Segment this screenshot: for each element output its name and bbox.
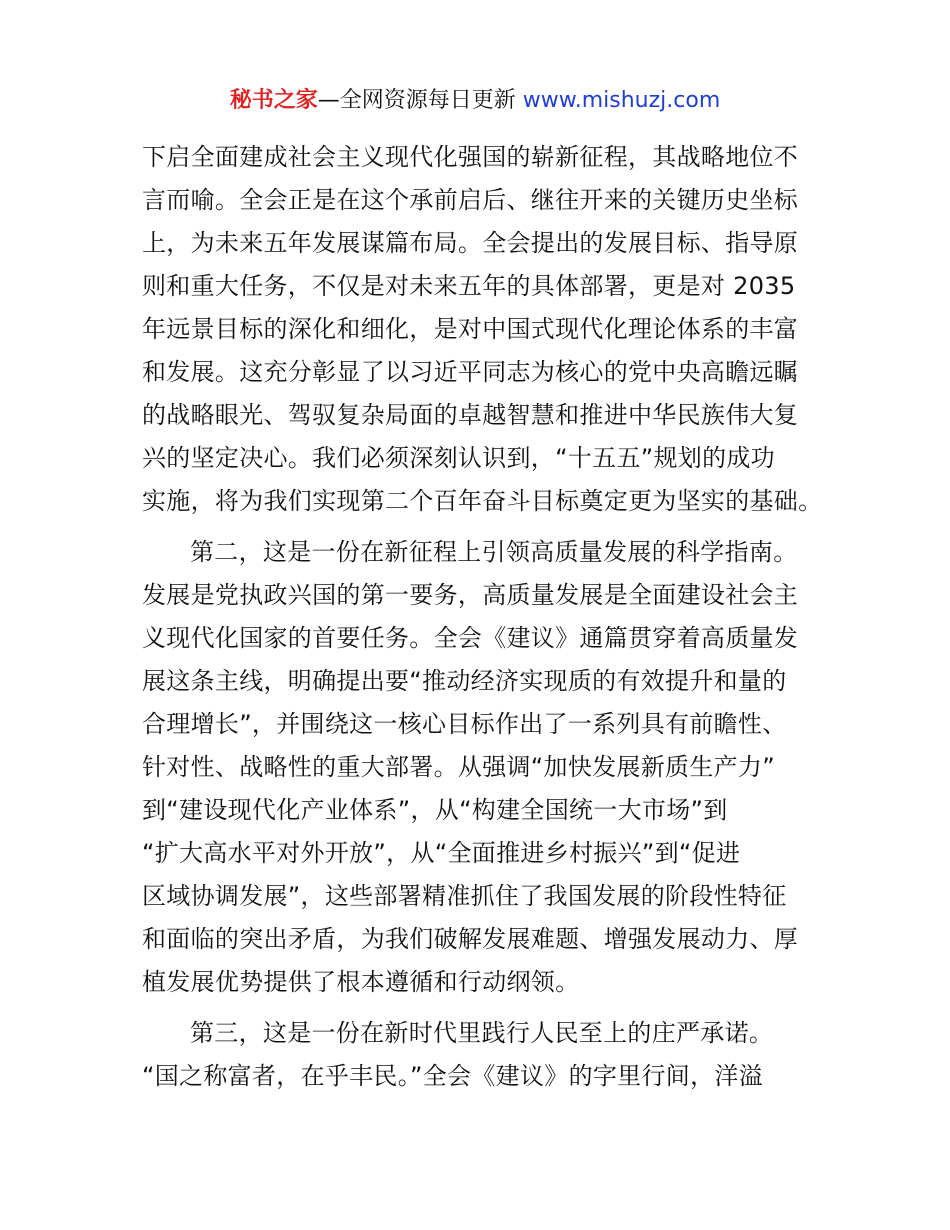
paragraph-gap	[142, 523, 822, 531]
text-line: 和发展。这充分彰显了以习近平同志为核心的党中央高瞻远瞩	[142, 358, 799, 386]
text-line: 年远景目标的深化和细化，是对中国式现代化理论体系的丰富	[142, 315, 799, 343]
paragraph-2	[142, 531, 822, 1004]
text-line: 下启全面建成社会主义现代化强国的崭新征程，其战略地位不	[142, 143, 799, 171]
text-line: 实施，将为我们实现第二个百年奋斗目标奠定更为坚实的基础。	[142, 487, 823, 515]
text-line: 言而喻。全会正是在这个承前启后、继往开来的关键历史坐标	[142, 186, 799, 214]
text-line: 合理增长”，并围绕这一核心目标作出了一系列具有前瞻性、	[142, 710, 787, 738]
text-line: 第二，这是一份在新征程上引领高质量发展的科学指南。	[190, 538, 798, 566]
paragraph-3	[142, 1012, 822, 1098]
text-line: 针对性、战略性的重大部署。从强调“加快发展新质生产力”	[142, 753, 775, 781]
text-line: 则和重大任务，不仅是对未来五年的具体部署，更是对 2035	[142, 272, 796, 300]
paragraph-gap	[142, 1004, 822, 1012]
text-line: 第三，这是一份在新时代里践行人民至上的庄严承诺。	[190, 1019, 774, 1047]
page-header	[0, 86, 950, 116]
text-line: 植发展优势提供了根本遵循和行动纲领。	[142, 968, 580, 996]
header-tagline: —全网资源每日更新	[317, 88, 523, 113]
paragraph-1	[142, 136, 822, 523]
website-link[interactable]: www.mishuzj.com	[522, 88, 721, 113]
brand-name: 秘书之家	[229, 88, 318, 113]
text-line: 展这条主线，明确提出要“推动经济实现质的有效提升和量的	[142, 667, 787, 695]
text-line: 的战略眼光、驾驭复杂局面的卓越智慧和推进中华民族伟大复	[142, 401, 799, 429]
text-line: “国之称富者，在乎丰民。”全会《建议》的字里行间，洋溢	[142, 1062, 763, 1090]
text-line: 义现代化国家的首要任务。全会《建议》通篇贯穿着高质量发	[142, 624, 799, 652]
text-line: 上，为未来五年发展谋篇布局。全会提出的发展目标、指导原	[142, 229, 799, 257]
text-line: 发展是党执政兴国的第一要务，高质量发展是全面建设社会主	[142, 581, 799, 609]
text-line: 区域协调发展”，这些部署精准抓住了我国发展的阶段性特征	[142, 882, 787, 910]
text-line: 兴的坚定决心。我们必须深刻认识到，“十五五”规划的成功	[142, 444, 775, 472]
text-line: 到“建设现代化产业体系”，从“构建全国统一大市场”到	[142, 796, 728, 824]
text-line: “扩大高水平对外开放”，从“全面推进乡村振兴”到“促进	[142, 839, 741, 867]
document-body	[142, 136, 822, 1098]
text-line: 和面临的突出矛盾，为我们破解发展难题、增强发展动力、厚	[142, 925, 799, 953]
